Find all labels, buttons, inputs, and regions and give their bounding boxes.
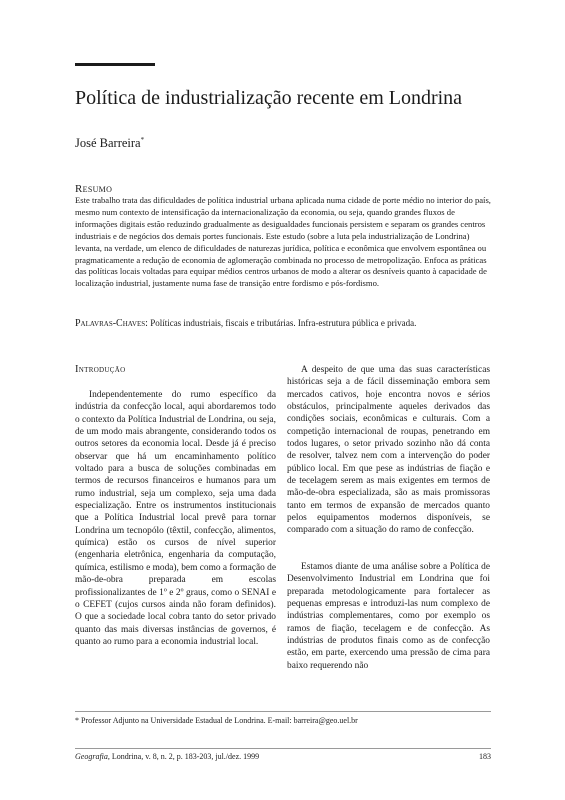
footnote-divider	[75, 711, 491, 712]
page-number: 183	[479, 752, 491, 761]
author-name	[75, 136, 144, 151]
introducao-heading: Introdução	[75, 364, 126, 375]
keywords	[75, 317, 491, 330]
top-rule	[75, 63, 155, 66]
journal-citation	[75, 752, 259, 761]
keywords-text: Políticas industriais, fiscais e tributárias. Infra-estrutura pública e privada.	[150, 318, 417, 328]
author-footnote: * Professor Adjunto na Universidade Estadual de Londrina. E-mail: barreira@geo.uel.br	[75, 716, 358, 725]
journal-name: Geografia	[75, 752, 108, 761]
footer-divider	[75, 748, 491, 749]
author-footnote-mark: *	[140, 136, 145, 144]
resumo-text: Este trabalho trata das dificuldades de política industrial urbana aplicada numa cidade de porte médio no interior do país, mesmo num contexto de intensificação da internacionalização da economia, ou seja, quando grandes fluxos de informações digitais estão reduzindo gradualmente as desigualdades funcionais persistem e separam os grandes centros industriais e de negócios dos demais portes funcionais. Este estudo (sobre a luta pela industrialização de Londrina) levanta, na verdade, um elenco de dificuldades de naturezas jurídica, política e econômica que envolvem espontânea ou pragmaticamente a redução de economia de aglomeração combinada no processo de metropolização. Enfoca as práticas das políticas locais voltadas para equipar médios centros urbanos de modo a alterar os desníveis quanto à capacidade de localização industrial, justamente numa fase de transição entre fordismo e pós-fordismo.	[75, 195, 491, 289]
author-name-text: José Barreira	[75, 136, 141, 151]
citation-details: , Londrina, v. 8, n. 2, p. 183-203, jul./dez. 1999	[107, 752, 260, 761]
body-paragraph-2: A despeito de que uma das suas características históricas seja a de fácil disseminação embora sem mercados cativos, hoje encontra novos e sérios obstáculos, principalmente aqueles derivados das condições sociais, econômicas e culturais. Com a competição internacional de roupas, penetrando em todos lugares, o setor privado sozinho não dá conta de resolver, talvez nem com a intervenção do poder público local. Em que pese as indústrias de fiação e de tecelagem serem as mais exigentes em termos de mão-de-obra especializada, são as mais promissoras tanto em termos de expansão de mercados quanto pelos equipamentos modernos disponíveis, se comparado com a situação do ramo de confecção.	[287, 365, 490, 536]
keywords-label: Palavras-Chaves:	[75, 318, 148, 329]
body-paragraph-1: Independentemente do rumo específico da indústria da confecção local, aqui abordaremos todo o contexto da Política Industrial de Londrina, ou seja, de um modo mais abrangente, considerando todos os outros setores da economia local. Desde já é preciso observar que há um encaminhamento político voltado para a busca de soluções combinadas em termos de recursos financeiros e humanos para um rumo industrial, seja um complexo, seja uma dada especialização. Entre os instrumentos institucionais que a Política Industrial local prevê para tornar Londrina um tecnopólo (têxtil, confecção, alimentos, química) estão os cursos de nível superior (engenharia eletrônica, engenharia da computação, química, estilismo e moda), bem como a formação de mão-de-obra preparada em escolas profissionalizantes de 1º e 2º graus, como o SENAI e o CEFET (cujos cursos ainda não foram definidos). O que a sociedade local cobra tanto do setor privado quanto das mais diversas instâncias de governos, é quanto ao rumo para a economia industrial local.	[75, 390, 276, 647]
body-paragraph-3: Estamos diante de uma análise sobre a Política de Desenvolvimento Industrial em Londrina que foi preparada metodologicamente para fortalecer as pequenas empresas e introduzi-las num complexo de indústrias complementares, como por exemplo os ramos de fiação, tecelagem e de confecção. As indústrias de produtos finais como as de confecção estão, em parte, exercendo uma pressão de cima para baixo requerendo não	[287, 562, 490, 671]
resumo-heading: Resumo	[75, 183, 113, 195]
article-title: Política de industrialização recente em Londrina	[75, 87, 463, 109]
